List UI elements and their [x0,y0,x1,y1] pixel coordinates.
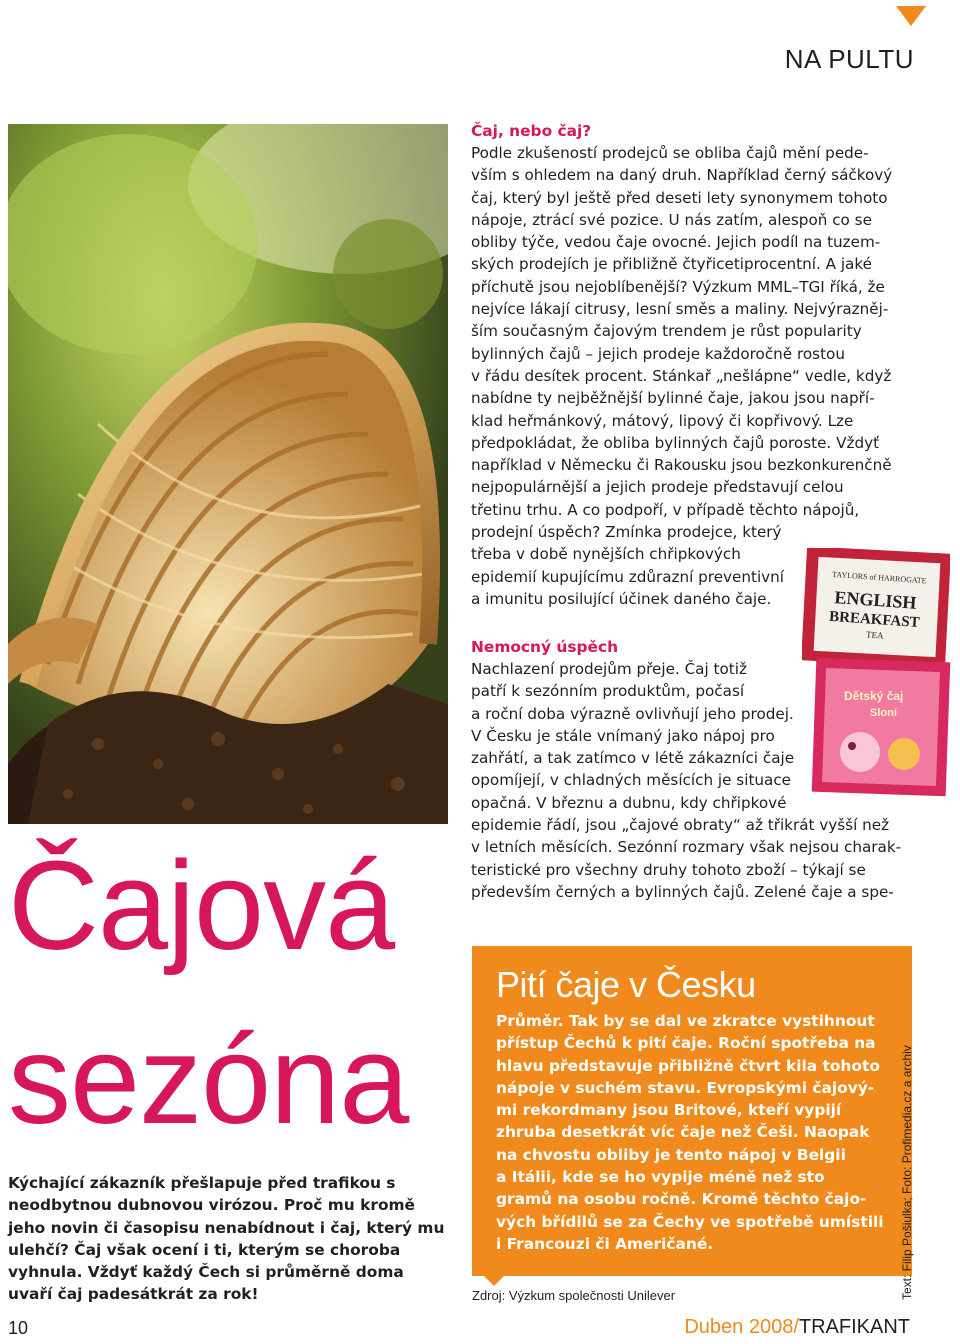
photo-text-credit: Text: Filip Pošiulka; Foto: Profimedia.cz a archiv [900,1045,914,1300]
info-box-text: Průměr. Tak by se dal ve zkratce vystihnout přístup Čechů k pití čaje. Roční spotřeba na hlavu představuje přibližně čtvrt kila tohoto nápoje v suchém stavu. Evropskými čajový- mi rekordmany jsou Britové, kteří vypijí zhruba desetkrát víc čaje než Češi. Naopak na chvostu obliby je tento nápoj v Belgii a Itálii, kde se ho vypije méně než sto gramů na osobu ročně. Kromě těchto čajo- vých břídilů se za Čechy ve spotřebě umístili i Francouzi či Američané. [496,1012,884,1253]
subheading-caj-nebo-caj: Čaj, nebo čaj? [471,122,592,140]
headline-line-2: sezóna [8,1009,409,1150]
tea-pack-1-graphic [802,548,950,666]
info-box-title: Pití čaje v Česku [496,964,756,1005]
tea-pack-1-line3: TEA [865,629,884,641]
tea-pack-2-line2: Sloní [870,707,897,719]
page-number: 10 [8,1318,29,1338]
tea-basket-photo [8,124,448,824]
info-box-notch-icon [484,1276,504,1286]
tea-pack-1-line1: ENGLISH [833,587,918,613]
footer-issue [684,1316,910,1339]
tea-pack-1-line2: BREAKFAST [828,608,921,632]
source-note: Zdroj: Výzkum společnosti Unilever [472,1288,676,1303]
section-label: NA PULTU [784,44,914,74]
section-triangle-icon [896,6,926,26]
tea-basket-illustration [8,124,448,824]
footer-magazine: TRAFIKANT [798,1316,910,1338]
article-paragraph-2: Nachlazení prodejům přeje. Čaj totiž patří k sezónním produktům, počasí a roční doba výrazně ovlivňují jeho prodej. V Česku je stále vnímaný jako nápoj pro zahřátí, a tak zatímco v létě zákazníci čaje opomíjejí, v chladných měsících je situace opačná. V březnu a dubnu, kdy chřipkové epidemie řádí, jsou „čajové obraty“ až třikrát vyšší než v letních měsících. Sezónní rozmary však nejsou charak- teristické pro všechny druhy tohoto zboží – týkají se především černých a bylinných čajů. Zelené čaje a spe- [471,660,902,901]
subheading-nemocny-uspech: Nemocný úspěch [471,638,619,656]
headline-line-1: Čajová [8,835,395,976]
footer-issue-date: Duben 2008/ [684,1316,799,1338]
tea-pack-1-brand: TAYLORS of HARROGATE [831,569,927,586]
lead-paragraph: Kýchající zákazník přešlapuje před trafikou s neodbytnou dubnovou virózou. Proč mu kromě jeho novin či časopisu nenabídnout i čaj, který mu ulehčí? Čaj však ocení i ti, kterým se choroba vyhnula. Vždyť každý Čech si průměrně doma uvaří čaj padesátkrát za rok! [8,1174,445,1304]
article-paragraph-1: Podle zkušeností prodejců se obliba čajů mění pede- vším s ohledem na daný druh. Například černý sáčkový čaj, který byl ještě před deseti lety synonymem tohoto nápoje, ztrácí své pozice. U nás zatím, alespoň co se obliby týče, vedou čaje ovocné. Jejich podíl na tuzem- ských prodejích je přibližně čtyřicetiprocentní. A jaké příchutě jsou nejoblíbenější? Výzkum MML–TGI říká, že nejvíce lákají citrusy, lesní směs a maliny. Nejvýrazněj- ším současným čajovým trendem je růst popularity bylinných čajů – jejich prodeje každoročně rostou v řádu desítek procent. Stánkař „nešlápne“ vedle, když nabídne ty nejběžnější bylinné čaje, jakou jsou napří- klad heřmánkový, mátový, lipový či kopřivový. Lze předpokládat, že obliba bylinných čajů poroste. Vždyť například v Německu či Rakousku jsou bezkonkurenčně nejpopulárnější a jejich prodeje představují celou třetinu trhu. A co podpoří, v případě těchto nápojů, prodejní úspěch? Zmínka prodejce, který třeba v době nynějších chřipkových epidemií kupujícímu zdůrazní preventivní a imunitu posilující účinek daného čaje. [471,144,893,608]
tea-pack-2-line1: Dětský čaj [844,689,904,703]
english-breakfast-tea-pack [802,548,950,666]
